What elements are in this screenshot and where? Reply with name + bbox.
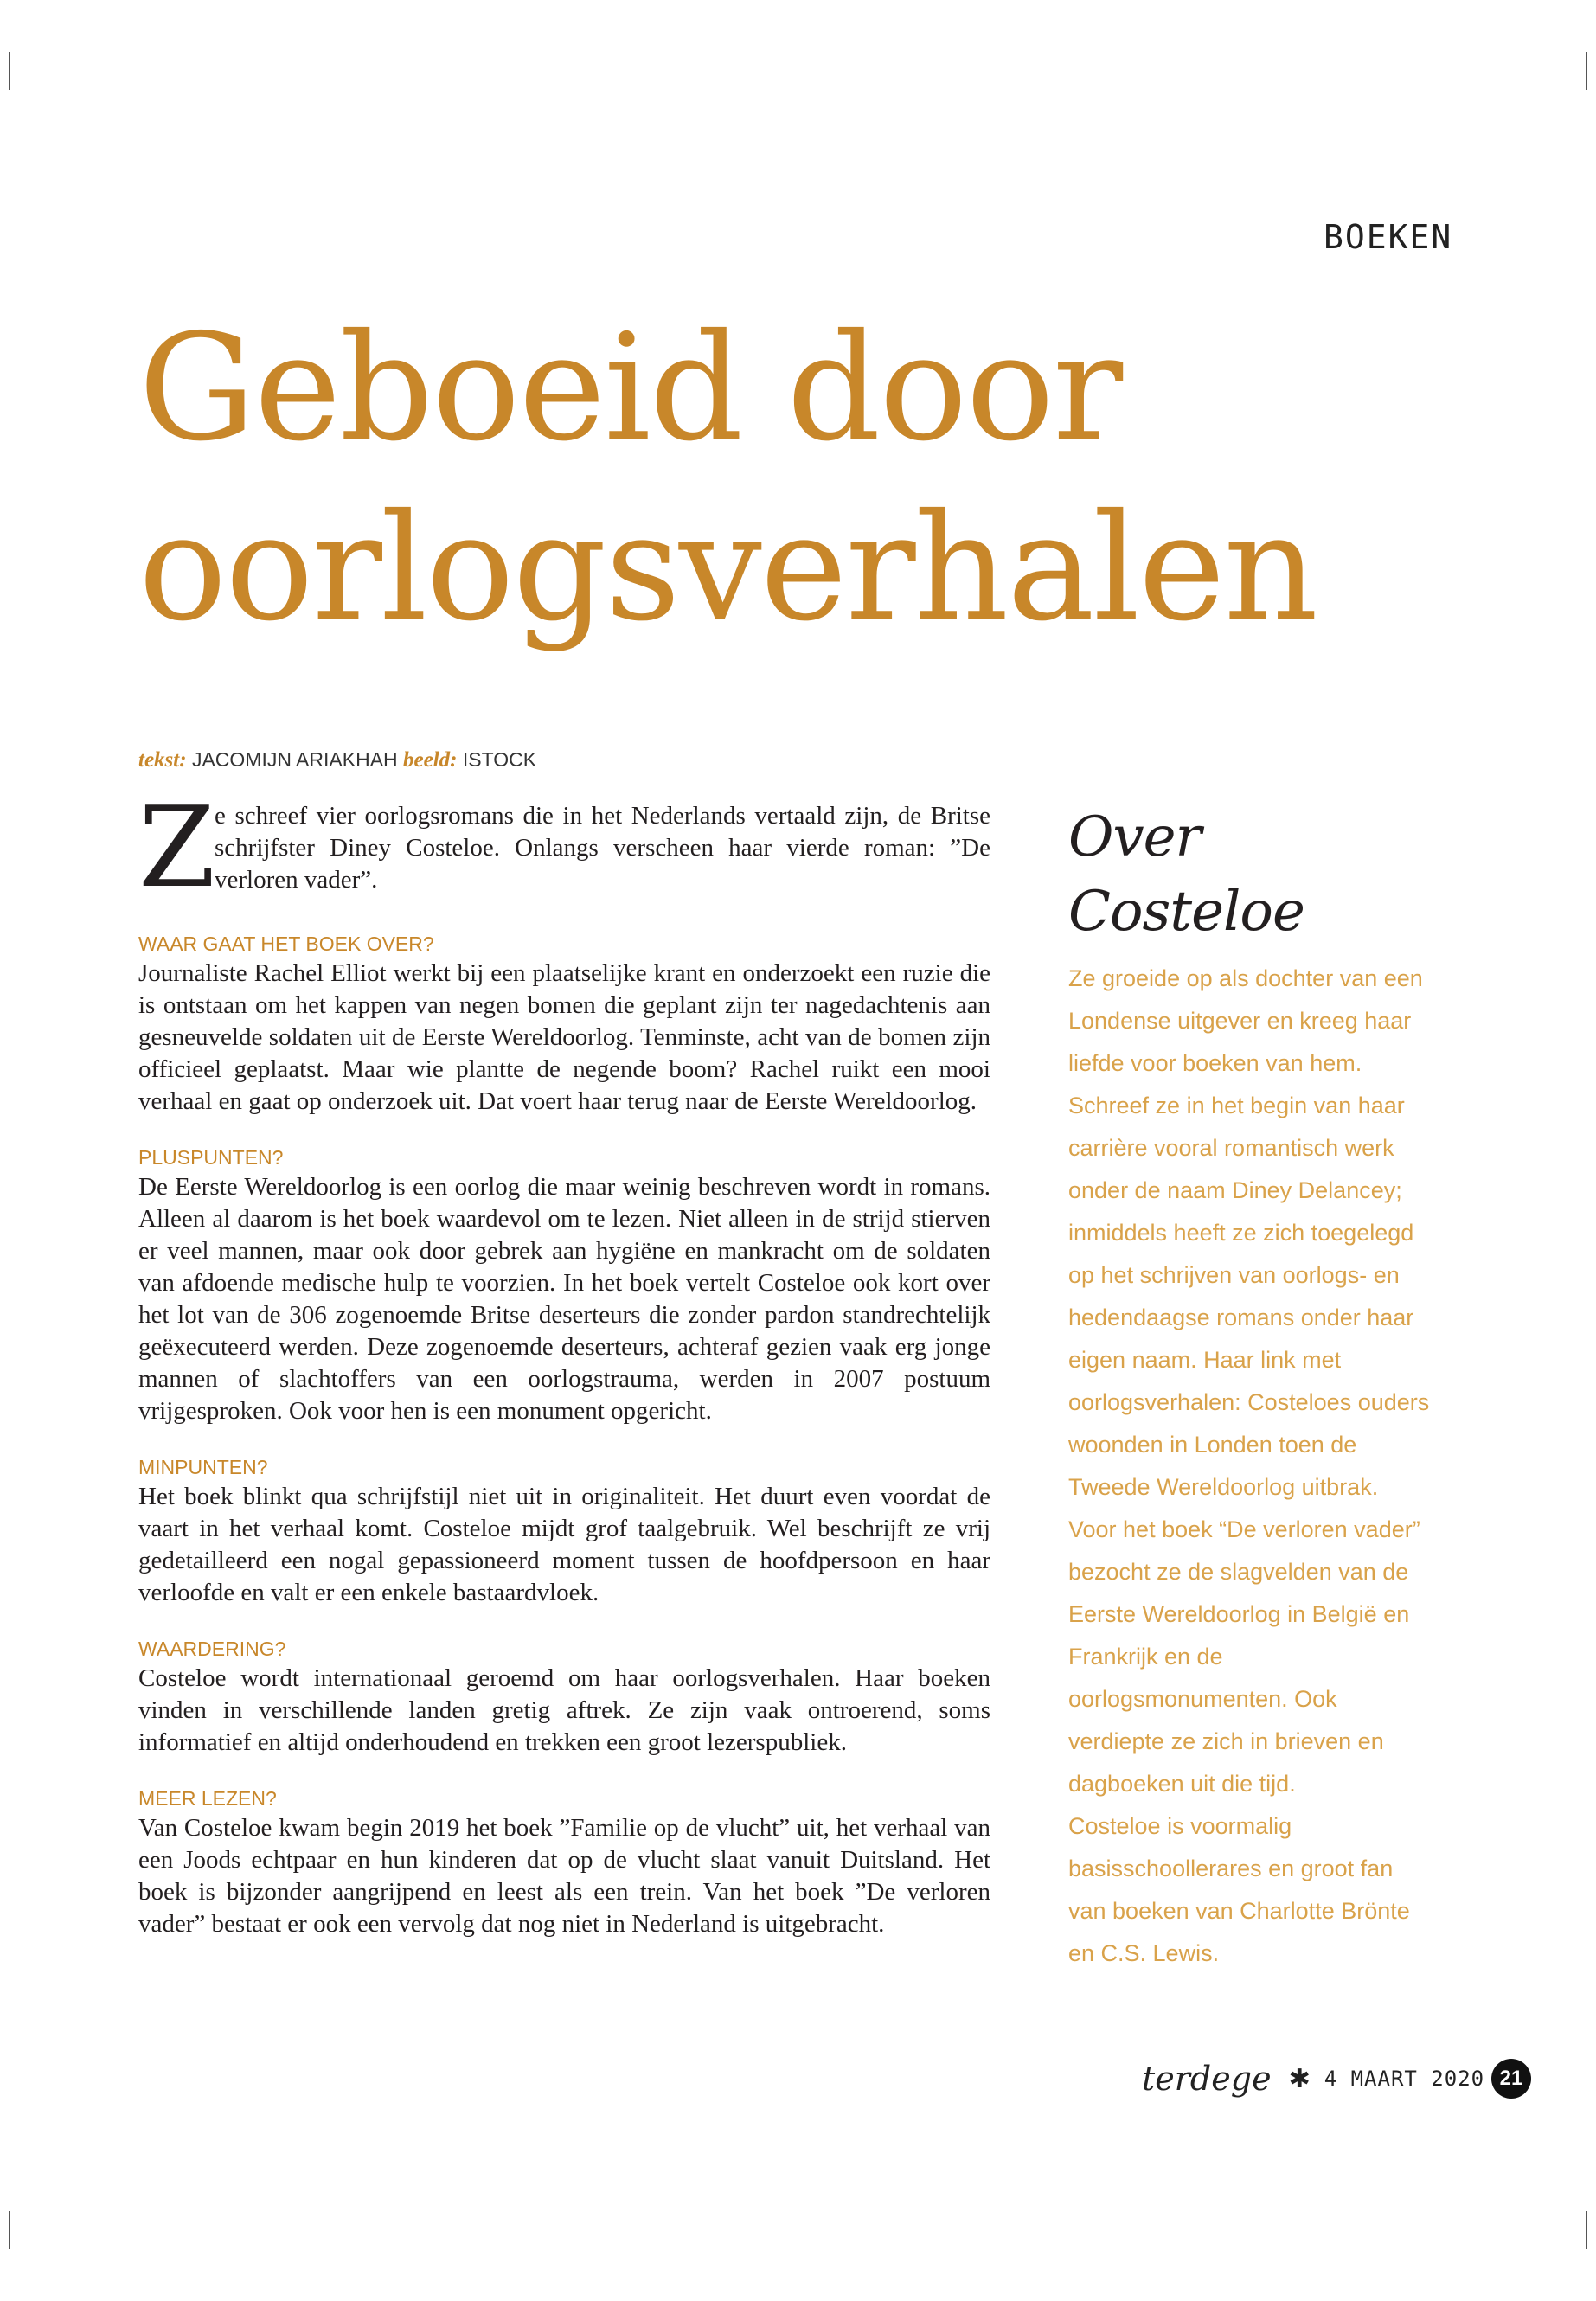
crop-mark-top-left — [9, 52, 10, 90]
issue-date: 4 MAART 2020 — [1324, 2067, 1485, 2091]
sidebar-paragraph: Ze groeide op als dochter van een Londense uitgever en kreeg haar liefde voor boeken van hem. Schreef ze in het begin van haar carrière vooral romantisch werk onder de naam Diney Delancey; inmiddels heeft ze zich toegelegd op het schrijven van oorlogs- en hedendaagse romans onder haar eigen naam. Haar link met oorlogsverhalen: Costeloes ouders woonden in Londen toen de Tweede Wereldoorlog uitbrak. — [1068, 965, 1430, 1500]
article-body — [138, 784, 990, 1940]
section-minpunten — [138, 1453, 990, 1609]
crop-mark-top-right — [1586, 52, 1587, 90]
credit-text-label: tekst: — [138, 748, 187, 772]
sidebar-over-costeloe — [1068, 800, 1432, 1975]
article-title — [138, 298, 1317, 658]
asterisk-icon: ✱ — [1288, 2063, 1311, 2094]
title-line-1: Geboeid door — [138, 303, 1122, 474]
drop-cap: Z — [138, 784, 215, 913]
credit-text-value: JACOMIJN ARIAKHAH — [191, 748, 398, 771]
section-heading: WAAR GAAT HET BOEK OVER? — [138, 933, 434, 955]
crop-mark-bottom-right — [1586, 2211, 1587, 2249]
section-heading: MINPUNTEN? — [138, 1456, 268, 1478]
section-body: Costeloe wordt internationaal geroemd om haar oorlogsverhalen. Haar boeken vinden in verschillende landen gretig aftrek. Ze zijn vaak ontroerend, soms informatief en altijd onderhoudend en trekken een groot lezerspubliek. — [138, 1664, 990, 1756]
section-meer-lezen — [138, 1785, 990, 1940]
page-footer — [1142, 2057, 1484, 2100]
section-heading: WAARDERING? — [138, 1638, 286, 1660]
section-pluspunten — [138, 1144, 990, 1427]
section-heading: MEER LEZEN? — [138, 1787, 277, 1810]
crop-mark-bottom-left — [9, 2211, 10, 2249]
section-tag: BOEKEN — [1324, 218, 1453, 256]
section-body: Het boek blinkt qua schrijfstijl niet uit in originaliteit. Het duurt even voordat de vaart in het verhaal komt. Costeloe mijdt grof taalgebruik. Wel beschrijft ze vrij gedetailleerd een nogal gepassioneerd moment tussen de hoofdpersoon en haar verloofde en valt er een enkele bastaardvloek. — [138, 1483, 990, 1606]
intro-paragraph — [138, 784, 990, 913]
magazine-logo: terdege — [1142, 2060, 1272, 2098]
title-line-2: oorlogsverhalen — [138, 483, 1317, 654]
intro-text: e schreef vier oorlogsromans die in het Nederlands vertaald zijn, de Britse schrijfster Diney Costeloe. Onlangs verscheen haar vierde roman: ”De verloren vader”. — [215, 802, 990, 894]
page-number-badge: 21 — [1491, 2059, 1531, 2099]
sidebar-paragraph: Voor het boek “De verloren vader” bezocht ze de slagvelden van de Eerste Wereldoorlog in België en Frankrijk en de oorlogsmonumenten. Ook verdiepte ze zich in brieven en dagboeken uit die tijd. — [1068, 1516, 1420, 1797]
section-body: Van Costeloe kwam begin 2019 het boek ”Familie op de vlucht” uit, het verhaal van een Joods echtpaar en hun kinderen dat op de vlucht slaat vanuit Duitsland. Het boek is bijzonder aangrijpend en leest als een trein. Van het boek ”De verloren vader” bestaat er ook een vervolg dat nog niet in Nederland is uitgebracht. — [138, 1814, 990, 1938]
section-waar-gaat-het-boek-over — [138, 930, 990, 1118]
credit-image-label: beeld: — [403, 748, 458, 772]
section-body: Journaliste Rachel Elliot werkt bij een plaatselijke krant en onderzoekt een ruzie die is ontstaan om het kappen van negen bomen die geplant zijn ter nagedachtenis aan gesneuvelde soldaten uit de Eerste Wereldoorlog. Tenminste, acht van de bomen zijn officieel geplaatst. Maar wie plantte de negende boom? Rachel ruikt een mooi verhaal en gaat op onderzoek uit. Dat voert haar terug naar de Eerste Wereldoorlog. — [138, 959, 990, 1115]
sidebar-paragraph: Costeloe is voormalig basisschoollerares en groot fan van boeken van Charlotte Brönte en C.S. Lewis. — [1068, 1813, 1410, 1966]
section-waardering — [138, 1635, 990, 1759]
credit-image-value: ISTOCK — [462, 748, 537, 771]
credits — [138, 748, 536, 772]
sidebar-heading: Over Costeloe — [1068, 805, 1304, 944]
sidebar-text — [1068, 958, 1432, 1975]
section-heading: PLUSPUNTEN? — [138, 1146, 284, 1169]
section-body: De Eerste Wereldoorlog is een oorlog die maar weinig beschreven wordt in romans. Alleen al daarom is het boek waardevol om te lezen. Niet alleen in de strijd stierven er veel mannen, maar ook door gebrek aan hygiëne en mankracht om de soldaten van afdoende medische hulp te voorzien. In het boek vertelt Costeloe ook kort over het lot van de 306 zogenoemde Britse deserteurs die zonder pardon standrechtelijk geëxecuteerd werden. Deze zogenoemde deserteurs, achteraf gezien vaak erg jonge mannen of slachtoffers van een oorlogstrauma, werden in 2007 postuum vrijgesproken. Ook voor hen is een monument opgericht. — [138, 1173, 990, 1425]
